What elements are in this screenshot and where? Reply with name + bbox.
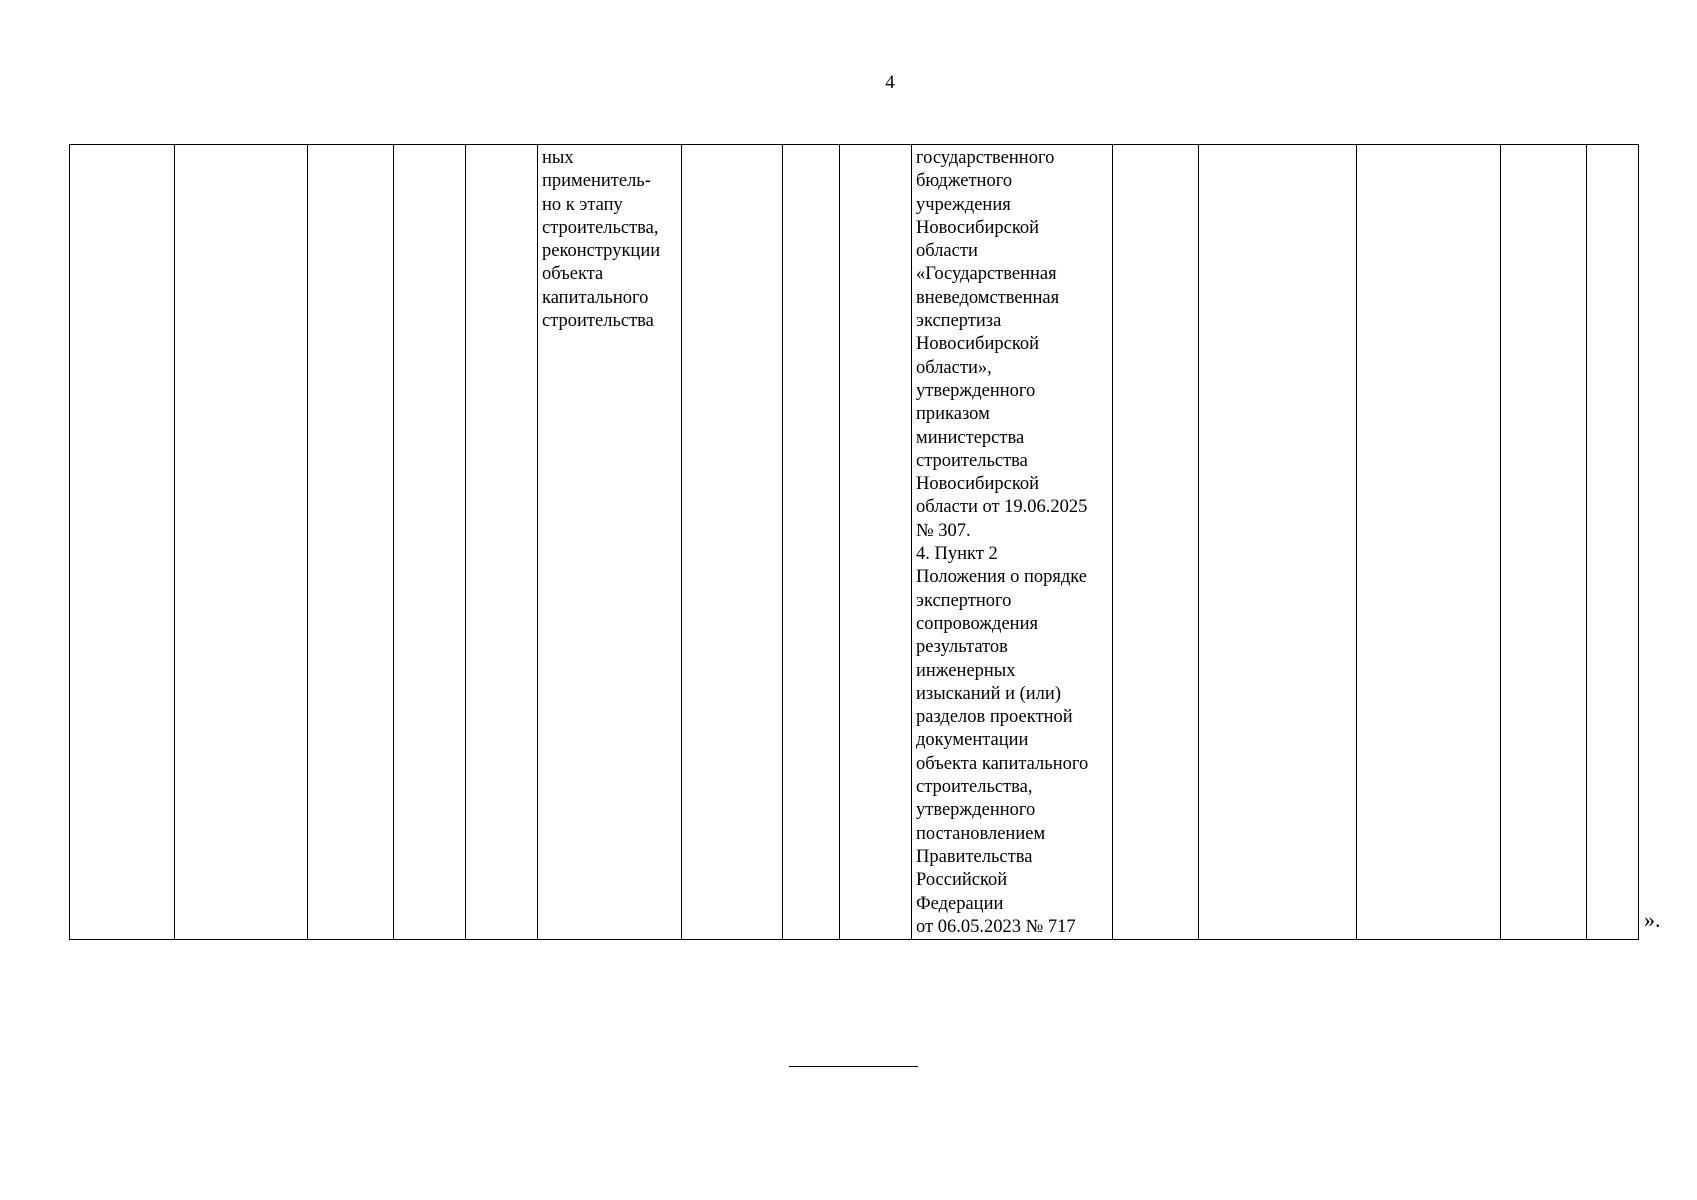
cell-text-line: Новосибирской bbox=[916, 217, 1040, 238]
cell-text-line: применитель- bbox=[542, 171, 651, 192]
cell-text-line: Правительства bbox=[916, 846, 1033, 867]
cell-text-line: экспертного bbox=[916, 590, 1012, 611]
cell-text-line: строительства, bbox=[916, 777, 1033, 798]
cell-text-line: Российской bbox=[916, 870, 1008, 891]
cell-text-line: утвержденного bbox=[916, 800, 1036, 821]
page-number: 4 bbox=[885, 72, 895, 93]
table-cell-col-15 bbox=[1587, 145, 1639, 940]
cell-text-line: Положения о порядке bbox=[916, 567, 1088, 588]
cell-text-line: области», bbox=[916, 357, 992, 378]
table-cell-col-11 bbox=[1113, 145, 1199, 940]
cell-text-line: постановлением bbox=[916, 823, 1046, 844]
cell-text-line: государственного bbox=[916, 148, 1055, 168]
cell-text-line: капитального bbox=[542, 287, 649, 308]
cell-text-line: Новосибирской bbox=[916, 474, 1040, 495]
cell-text-line: ных bbox=[542, 148, 574, 168]
cell-text-line: объекта bbox=[542, 264, 604, 285]
table-cell-col-2 bbox=[175, 145, 308, 940]
table-cell-col-3 bbox=[308, 145, 394, 940]
cell-text-line: утвержденного bbox=[916, 380, 1036, 401]
cell-text-line: 4. Пункт 2 bbox=[916, 544, 998, 565]
end-of-document-rule bbox=[789, 1066, 918, 1067]
cell-text-line: строительства, bbox=[542, 217, 659, 238]
cell-text-line: области от 19.06.2025 bbox=[916, 497, 1088, 518]
cell-text-line: но к этапу bbox=[542, 194, 623, 215]
cell-text-line: строительства bbox=[542, 311, 654, 332]
cell-text-line: министерства bbox=[916, 427, 1025, 448]
cell-text-line: экспертиза bbox=[916, 311, 1002, 332]
table-cell-col-4 bbox=[394, 145, 466, 940]
table-cell-col-7 bbox=[682, 145, 783, 940]
cell-text-line: учреждения bbox=[916, 194, 1011, 215]
cell-text-line: Федерации bbox=[916, 893, 1004, 914]
table-cell-col-6 bbox=[538, 145, 682, 940]
document-table bbox=[69, 144, 1639, 940]
cell-text-line: результатов bbox=[916, 637, 1008, 658]
cell-text-line: документации bbox=[916, 730, 1029, 751]
cell-text-line: № 307. bbox=[916, 520, 971, 541]
table-cell-col-12 bbox=[1199, 145, 1357, 940]
cell-text-line: инженерных bbox=[916, 660, 1016, 681]
cell-text-line: области bbox=[916, 241, 978, 262]
table-cell-col-9 bbox=[840, 145, 912, 940]
table-row bbox=[70, 145, 1639, 940]
closing-quote-mark: ». bbox=[1644, 907, 1661, 932]
cell-text-line: приказом bbox=[916, 404, 990, 425]
cell-text-line: реконструкции bbox=[542, 241, 661, 262]
table-cell-col-14 bbox=[1501, 145, 1587, 940]
table-cell-col-1 bbox=[70, 145, 175, 940]
cell-text-line: от 06.05.2023 № 717 bbox=[916, 916, 1076, 937]
table-cell-col-5 bbox=[466, 145, 538, 940]
cell-text-line: вневедомственная bbox=[916, 287, 1060, 308]
cell-text-line: сопровождения bbox=[916, 613, 1038, 634]
cell-text-line: изысканий и (или) bbox=[916, 683, 1061, 704]
table-cell-col-10 bbox=[912, 145, 1113, 940]
table-cell-col-13 bbox=[1357, 145, 1501, 940]
document-table-wrapper bbox=[69, 144, 1639, 940]
cell-text-line: строительства bbox=[916, 450, 1028, 471]
cell-text-line: «Государственная bbox=[916, 264, 1057, 285]
table-cell-col-8 bbox=[783, 145, 840, 940]
cell-text-line: объекта капитального bbox=[916, 753, 1089, 774]
cell-text-line: Новосибирской bbox=[916, 334, 1040, 355]
cell-text-line: разделов проектной bbox=[916, 707, 1073, 728]
cell-text-line: бюджетного bbox=[916, 171, 1013, 192]
